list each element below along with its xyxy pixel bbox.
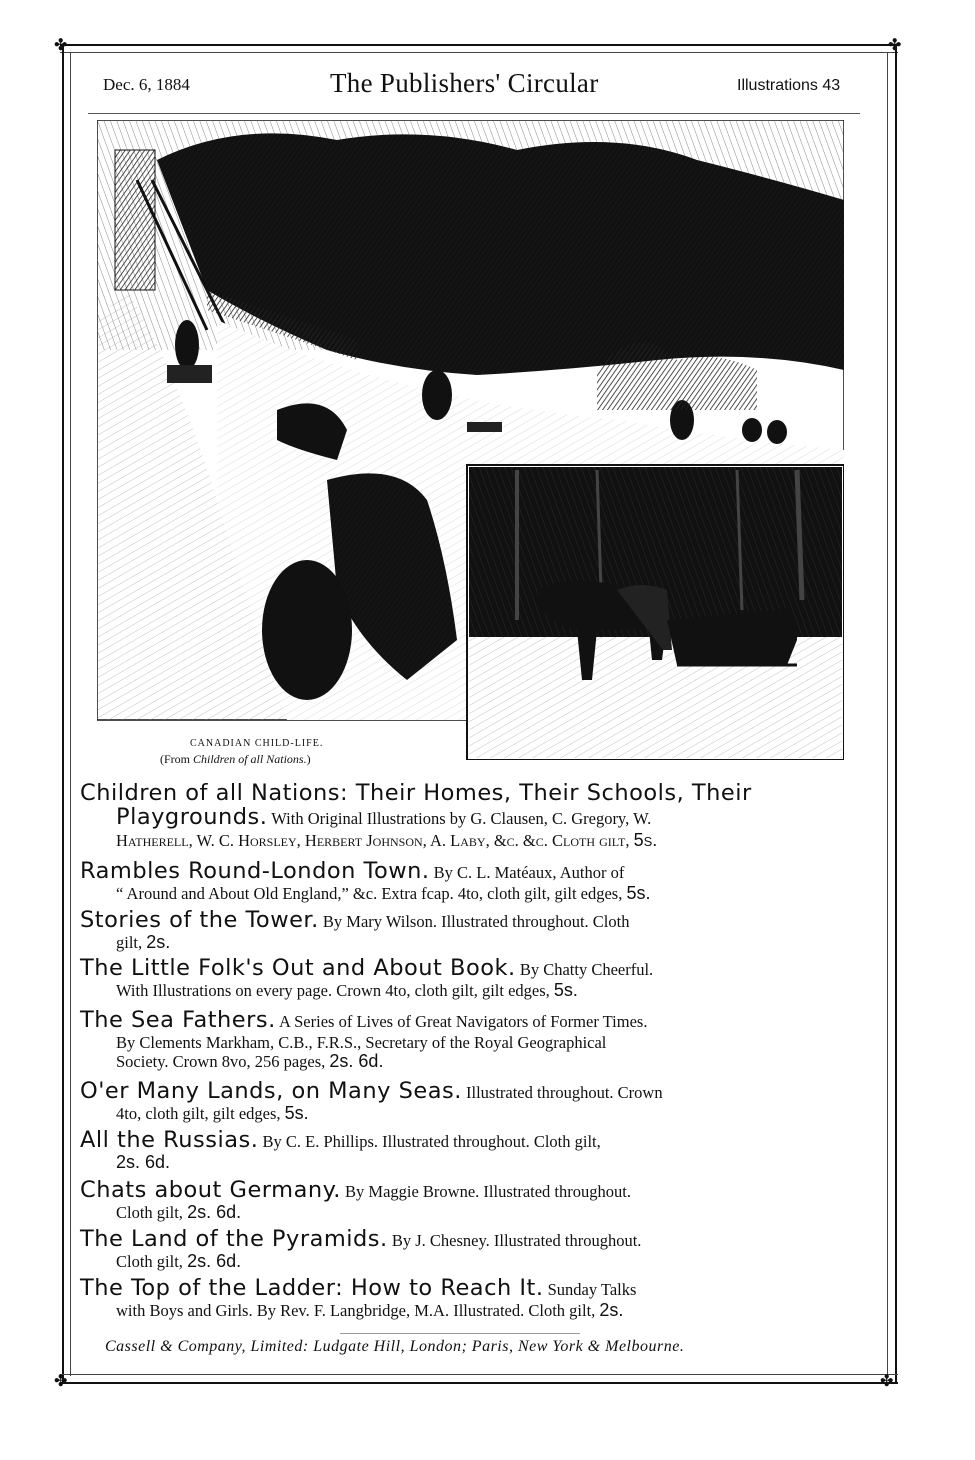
book-description: With Illustrations on every page. Crown 4to, cloth gilt, gilt edges, — [116, 981, 554, 1000]
frame-left-inner-rule — [70, 52, 71, 1376]
header-rule — [88, 113, 860, 114]
page-number: Illustrations 43 — [737, 77, 841, 94]
imprint-rule — [340, 1333, 580, 1334]
book-price: 5s. — [633, 830, 658, 850]
book-description: 4to, cloth gilt, gilt edges, — [116, 1104, 285, 1123]
book-description: “ Around and About Old England,” &c. Extra fcap. 4to, cloth gilt, gilt edges, — [116, 884, 627, 903]
book-description: with Boys and Girls. By Rev. F. Langbridge, M.A. Illustrated. Cloth gilt, — [116, 1301, 600, 1320]
book-details — [80, 884, 870, 903]
book-description: By C. L. Matéaux, Author of — [429, 863, 625, 882]
book-price: 2s. 6d. — [187, 1251, 242, 1271]
book-description: With Original Illustrations by G. Clausen, C. Gregory, W. — [267, 809, 652, 828]
book-price: 5s. — [626, 883, 651, 903]
book-details — [80, 831, 870, 850]
engraving-illustration — [97, 120, 844, 760]
source-suffix: ) — [306, 752, 311, 766]
corner-ornament-icon: ✤ — [54, 1373, 68, 1390]
book-entry — [80, 1007, 870, 1071]
book-title-continued: Playgrounds. — [116, 804, 268, 830]
book-details — [80, 1052, 870, 1071]
frame-top-rule — [60, 44, 898, 46]
book-details — [80, 981, 870, 1000]
book-details — [80, 1153, 870, 1172]
book-price: 5s. — [284, 1103, 309, 1123]
publisher-imprint: Cassell & Company, Limited: Ludgate Hill, London; Paris, New York & Melbourne. — [105, 1338, 685, 1355]
book-title: Rambles Round-London Town. — [80, 858, 430, 884]
book-description: A Series of Lives of Great Navigators of Former Times. — [275, 1012, 648, 1031]
book-entry — [80, 907, 870, 952]
book-title: Children of all Nations: Their Homes, Their Schools, Their — [80, 780, 752, 806]
book-entry — [80, 1226, 870, 1271]
book-description: Hatherell, W. C. Horsley, Herbert Johnson, A. Laby, &c. &c. Cloth gilt, — [116, 831, 634, 850]
frame-top-inner-rule — [60, 52, 898, 53]
frame-left-rule — [62, 44, 64, 1384]
source-title: Children of all Nations. — [193, 752, 307, 766]
issue-date: Dec. 6, 1884 — [103, 75, 190, 94]
book-details — [80, 1104, 870, 1123]
book-title: The Little Folk's Out and About Book. — [80, 955, 516, 981]
book-description: By C. E. Phillips. Illustrated throughout. Cloth gilt, — [258, 1132, 601, 1151]
book-entry — [80, 1078, 870, 1123]
book-title: The Top of the Ladder: How to Reach It. — [80, 1275, 544, 1301]
book-title: Stories of the Tower. — [80, 907, 319, 933]
book-entry — [80, 1127, 870, 1172]
book-title: The Land of the Pyramids. — [80, 1226, 388, 1252]
book-entry — [80, 780, 870, 850]
book-title: The Sea Fathers. — [80, 1007, 276, 1033]
corner-ornament-icon: ✤ — [880, 1373, 894, 1390]
book-entry — [80, 1275, 870, 1320]
illustration-source — [160, 752, 311, 767]
book-details — [80, 806, 870, 831]
book-entry — [80, 955, 870, 1000]
book-description: Society. Crown 8vo, 256 pages, — [116, 1052, 330, 1071]
book-description: Cloth gilt, — [116, 1252, 188, 1271]
book-description: By Mary Wilson. Illustrated throughout. Cloth — [318, 912, 630, 931]
book-description: Cloth gilt, — [116, 1203, 188, 1222]
book-details: By Clements Markham, C.B., F.R.S., Secretary of the Royal Geographical — [116, 1033, 607, 1052]
book-description: Sunday Talks — [543, 1280, 637, 1299]
book-details — [80, 1252, 870, 1271]
book-details — [80, 1301, 870, 1320]
corner-ornament-icon: ✤ — [54, 37, 68, 54]
book-entry — [80, 858, 870, 903]
book-description: By J. Chesney. Illustrated throughout. — [387, 1231, 642, 1250]
book-price: 2s. — [599, 1300, 624, 1320]
book-description: gilt, — [116, 933, 147, 952]
publication-title: The Publishers' Circular — [330, 68, 599, 98]
book-title: Chats about Germany. — [80, 1177, 341, 1203]
illustration-caption: CANADIAN CHILD-LIFE. — [190, 738, 324, 749]
frame-right-inner-rule — [887, 52, 888, 1376]
book-price: 2s. — [146, 932, 171, 952]
book-details — [80, 933, 870, 952]
source-prefix: (From — [160, 752, 193, 766]
book-description: By Chatty Cheerful. — [515, 960, 654, 979]
book-entry — [80, 1177, 870, 1222]
frame-right-rule — [895, 44, 897, 1384]
book-price: 2s. 6d. — [187, 1202, 242, 1222]
book-price: 5s. — [553, 980, 578, 1000]
book-description: By Maggie Browne. Illustrated throughout. — [340, 1182, 631, 1201]
book-details — [80, 1203, 870, 1222]
frame-bottom-inner-rule — [60, 1374, 898, 1375]
book-price: 2s. 6d. — [329, 1051, 384, 1071]
frame-bottom-rule — [60, 1382, 898, 1384]
book-price: 2s. 6d. — [116, 1152, 171, 1172]
book-title: All the Russias. — [80, 1127, 259, 1153]
book-description: Illustrated throughout. Crown — [461, 1083, 663, 1102]
book-title: O'er Many Lands, on Many Seas. — [80, 1078, 462, 1104]
corner-ornament-icon: ✤ — [888, 37, 902, 54]
